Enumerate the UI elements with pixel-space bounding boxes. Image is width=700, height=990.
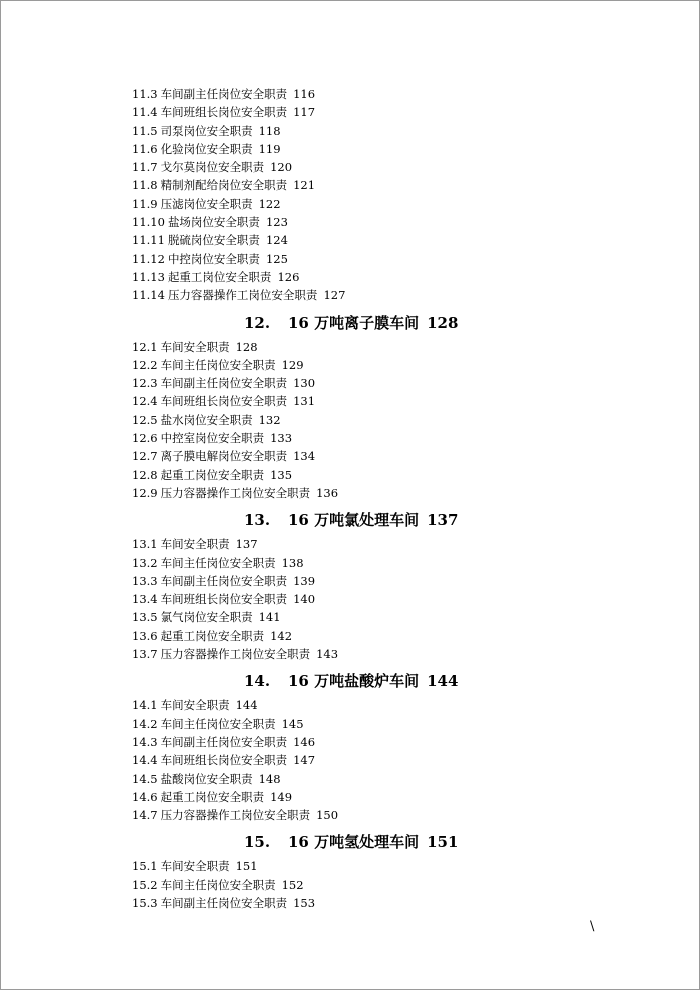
entry-number: 12.6 [132, 431, 158, 446]
toc-entry[interactable] [132, 122, 652, 140]
section-title: 16 万吨离子膜车间 [288, 313, 420, 332]
entry-page-number: 144 [235, 698, 258, 713]
entry-title: 起重工岗位安全职责 [160, 789, 265, 804]
toc-entry[interactable] [132, 195, 652, 213]
entry-title: 氯气岗位安全职责 [160, 610, 253, 625]
toc-entry[interactable] [132, 286, 652, 304]
toc-entry[interactable] [132, 770, 652, 788]
page-footer-mark: \ [590, 919, 595, 934]
entry-page-number: 140 [293, 592, 316, 607]
toc-entry[interactable] [132, 788, 652, 806]
entry-page-number: 135 [270, 467, 293, 482]
entry-number: 11.9 [132, 196, 158, 211]
toc-entry[interactable] [132, 447, 652, 465]
entry-page-number: 152 [281, 877, 304, 892]
toc-entry[interactable] [132, 590, 652, 608]
entry-number: 14.1 [132, 698, 158, 713]
toc-entry[interactable] [132, 535, 652, 553]
entry-page-number: 132 [258, 412, 281, 427]
entry-page-number: 117 [293, 105, 316, 120]
entry-title: 起重工岗位安全职责 [160, 467, 265, 482]
entry-title: 起重工岗位安全职责 [160, 628, 265, 643]
entry-page-number: 133 [270, 431, 293, 446]
entry-number: 11.7 [132, 160, 158, 175]
entry-title: 车间安全职责 [160, 537, 230, 552]
section-page-number: 151 [427, 833, 459, 852]
entry-number: 12.3 [132, 376, 158, 391]
entry-number: 14.4 [132, 753, 158, 768]
entry-title: 车间主任岗位安全职责 [160, 716, 276, 731]
entry-title: 车间班组长岗位安全职责 [160, 105, 288, 120]
entry-title: 盐场岗位安全职责 [167, 215, 260, 230]
entry-number: 13.5 [132, 610, 158, 625]
toc-entry[interactable] [132, 876, 652, 894]
entry-page-number: 119 [258, 141, 281, 156]
entry-number: 11.5 [132, 123, 158, 138]
entry-title: 司泵岗位安全职责 [160, 123, 253, 138]
entry-number: 12.7 [132, 449, 158, 464]
entry-number: 11.3 [132, 87, 158, 101]
entry-number: 11.10 [132, 215, 165, 230]
toc-section-heading[interactable] [132, 829, 652, 855]
entry-page-number: 116 [293, 87, 316, 101]
entry-title: 压力容器操作工岗位安全职责 [160, 647, 311, 662]
entry-page-number: 137 [235, 537, 258, 552]
entry-page-number: 120 [270, 160, 293, 175]
entry-number: 13.7 [132, 647, 158, 662]
toc-entry[interactable] [132, 158, 652, 176]
entry-title: 车间主任岗位安全职责 [160, 877, 276, 892]
entry-title: 车间副主任岗位安全职责 [160, 376, 288, 391]
entry-page-number: 141 [258, 610, 281, 625]
toc-entry[interactable] [132, 213, 652, 231]
toc-entry[interactable] [132, 554, 652, 572]
entry-number: 12.9 [132, 485, 158, 500]
entry-page-number: 148 [258, 771, 281, 786]
entry-number: 12.8 [132, 467, 158, 482]
entry-number: 12.2 [132, 357, 158, 372]
entry-page-number: 151 [235, 859, 258, 874]
entry-title: 化验岗位安全职责 [160, 141, 253, 156]
section-number: 15. [244, 833, 271, 852]
entry-page-number: 129 [281, 357, 304, 372]
entry-page-number: 118 [258, 123, 281, 138]
toc-section-heading[interactable] [132, 668, 652, 694]
entry-title: 车间副主任岗位安全职责 [160, 87, 288, 101]
entry-title: 车间副主任岗位安全职责 [160, 734, 288, 749]
entry-number: 13.1 [132, 537, 158, 552]
toc-section-heading[interactable] [132, 507, 652, 533]
entry-title: 盐酸岗位安全职责 [160, 771, 253, 786]
entry-title: 起重工岗位安全职责 [167, 269, 272, 284]
entry-page-number: 136 [316, 485, 339, 500]
entry-page-number: 138 [281, 555, 304, 570]
entry-number: 12.5 [132, 412, 158, 427]
entry-page-number: 146 [293, 734, 316, 749]
entry-title: 车间主任岗位安全职责 [160, 555, 276, 570]
toc-entry[interactable] [132, 250, 652, 268]
entry-number: 14.3 [132, 734, 158, 749]
toc-entry[interactable] [132, 857, 652, 875]
toc-entry[interactable] [132, 608, 652, 626]
entry-number: 11.4 [132, 105, 158, 120]
entry-page-number: 150 [316, 808, 339, 823]
entry-title: 车间班组长岗位安全职责 [160, 592, 288, 607]
toc-entry[interactable] [132, 627, 652, 645]
entry-page-number: 122 [258, 196, 281, 211]
entry-title: 压力容器操作工岗位安全职责 [160, 485, 311, 500]
section-number: 12. [244, 313, 271, 332]
entry-number: 15.3 [132, 895, 158, 910]
entry-page-number: 127 [323, 288, 346, 303]
entry-number: 15.2 [132, 877, 158, 892]
toc-entry[interactable] [132, 356, 652, 374]
section-title: 16 万吨盐酸炉车间 [288, 672, 420, 691]
entry-number: 14.2 [132, 716, 158, 731]
toc-entry[interactable] [132, 645, 652, 663]
entry-title: 车间安全职责 [160, 698, 230, 713]
entry-page-number: 126 [277, 269, 300, 284]
entry-number: 11.8 [132, 178, 158, 193]
entry-number: 14.5 [132, 771, 158, 786]
entry-number: 13.6 [132, 628, 158, 643]
entry-title: 精制剂配给岗位安全职责 [160, 178, 288, 193]
toc-entry[interactable] [132, 176, 652, 194]
entry-title: 车间副主任岗位安全职责 [160, 573, 288, 588]
toc-entry[interactable] [132, 733, 652, 751]
entry-title: 脱硫岗位安全职责 [167, 233, 260, 248]
toc-entry[interactable] [132, 374, 652, 392]
toc-entry[interactable] [132, 696, 652, 714]
entry-title: 车间副主任岗位安全职责 [160, 895, 288, 910]
entry-page-number: 153 [293, 895, 316, 910]
entry-title: 车间安全职责 [160, 859, 230, 874]
entry-title: 车间班组长岗位安全职责 [160, 394, 288, 409]
entry-number: 14.6 [132, 789, 158, 804]
section-page-number: 144 [427, 672, 459, 691]
entry-number: 11.13 [132, 269, 165, 284]
entry-number: 11.12 [132, 251, 165, 266]
entry-number: 12.1 [132, 339, 158, 354]
entry-title: 压力容器操作工岗位安全职责 [167, 288, 318, 303]
toc-entry[interactable] [132, 806, 652, 824]
entry-number: 14.7 [132, 808, 158, 823]
entry-number: 13.4 [132, 592, 158, 607]
table-of-contents [132, 85, 652, 912]
section-number: 13. [244, 511, 271, 530]
entry-page-number: 131 [293, 394, 316, 409]
section-page-number: 128 [427, 313, 459, 332]
entry-number: 13.2 [132, 555, 158, 570]
toc-entry[interactable] [132, 429, 652, 447]
entry-page-number: 125 [265, 251, 288, 266]
entry-page-number: 143 [316, 647, 339, 662]
entry-title: 离子膜电解岗位安全职责 [160, 449, 288, 464]
toc-entry[interactable] [132, 140, 652, 158]
entry-page-number: 145 [281, 716, 304, 731]
entry-title: 车间班组长岗位安全职责 [160, 753, 288, 768]
entry-page-number: 130 [293, 376, 316, 391]
entry-title: 中控室岗位安全职责 [160, 431, 265, 446]
toc-section-heading[interactable] [132, 310, 652, 336]
entry-title: 车间安全职责 [160, 339, 230, 354]
entry-title: 盐水岗位安全职责 [160, 412, 253, 427]
toc-entry[interactable] [132, 392, 652, 410]
entry-page-number: 124 [265, 233, 288, 248]
section-title: 16 万吨氢处理车间 [288, 833, 420, 852]
entry-number: 13.3 [132, 573, 158, 588]
toc-entry[interactable] [132, 231, 652, 249]
section-number: 14. [244, 672, 271, 691]
toc-entry[interactable] [132, 484, 652, 502]
toc-entry[interactable] [132, 894, 652, 912]
entry-page-number: 128 [235, 339, 258, 354]
toc-entry[interactable] [132, 268, 652, 286]
toc-entry[interactable] [132, 103, 652, 121]
toc-entry[interactable] [132, 572, 652, 590]
entry-title: 中控岗位安全职责 [167, 251, 260, 266]
entry-page-number: 123 [265, 215, 288, 230]
entry-title: 戈尔莫岗位安全职责 [160, 160, 265, 175]
entry-page-number: 134 [293, 449, 316, 464]
toc-entry[interactable] [132, 715, 652, 733]
entry-title: 压滤岗位安全职责 [160, 196, 253, 211]
entry-page-number: 149 [270, 789, 293, 804]
toc-entry[interactable] [132, 338, 652, 356]
entry-page-number: 121 [293, 178, 316, 193]
toc-entry[interactable] [132, 466, 652, 484]
toc-entry[interactable] [132, 411, 652, 429]
section-title: 16 万吨氯处理车间 [288, 511, 420, 530]
entry-page-number: 142 [270, 628, 293, 643]
entry-title: 压力容器操作工岗位安全职责 [160, 808, 311, 823]
entry-page-number: 147 [293, 753, 316, 768]
section-page-number: 137 [427, 511, 459, 530]
entry-number: 11.14 [132, 288, 165, 303]
entry-number: 12.4 [132, 394, 158, 409]
entry-number: 11.6 [132, 141, 158, 156]
entry-title: 车间主任岗位安全职责 [160, 357, 276, 372]
toc-entry[interactable] [132, 751, 652, 769]
entry-number: 15.1 [132, 859, 158, 874]
entry-number: 11.11 [132, 233, 165, 248]
entry-page-number: 139 [293, 573, 316, 588]
toc-entry[interactable] [132, 85, 652, 103]
